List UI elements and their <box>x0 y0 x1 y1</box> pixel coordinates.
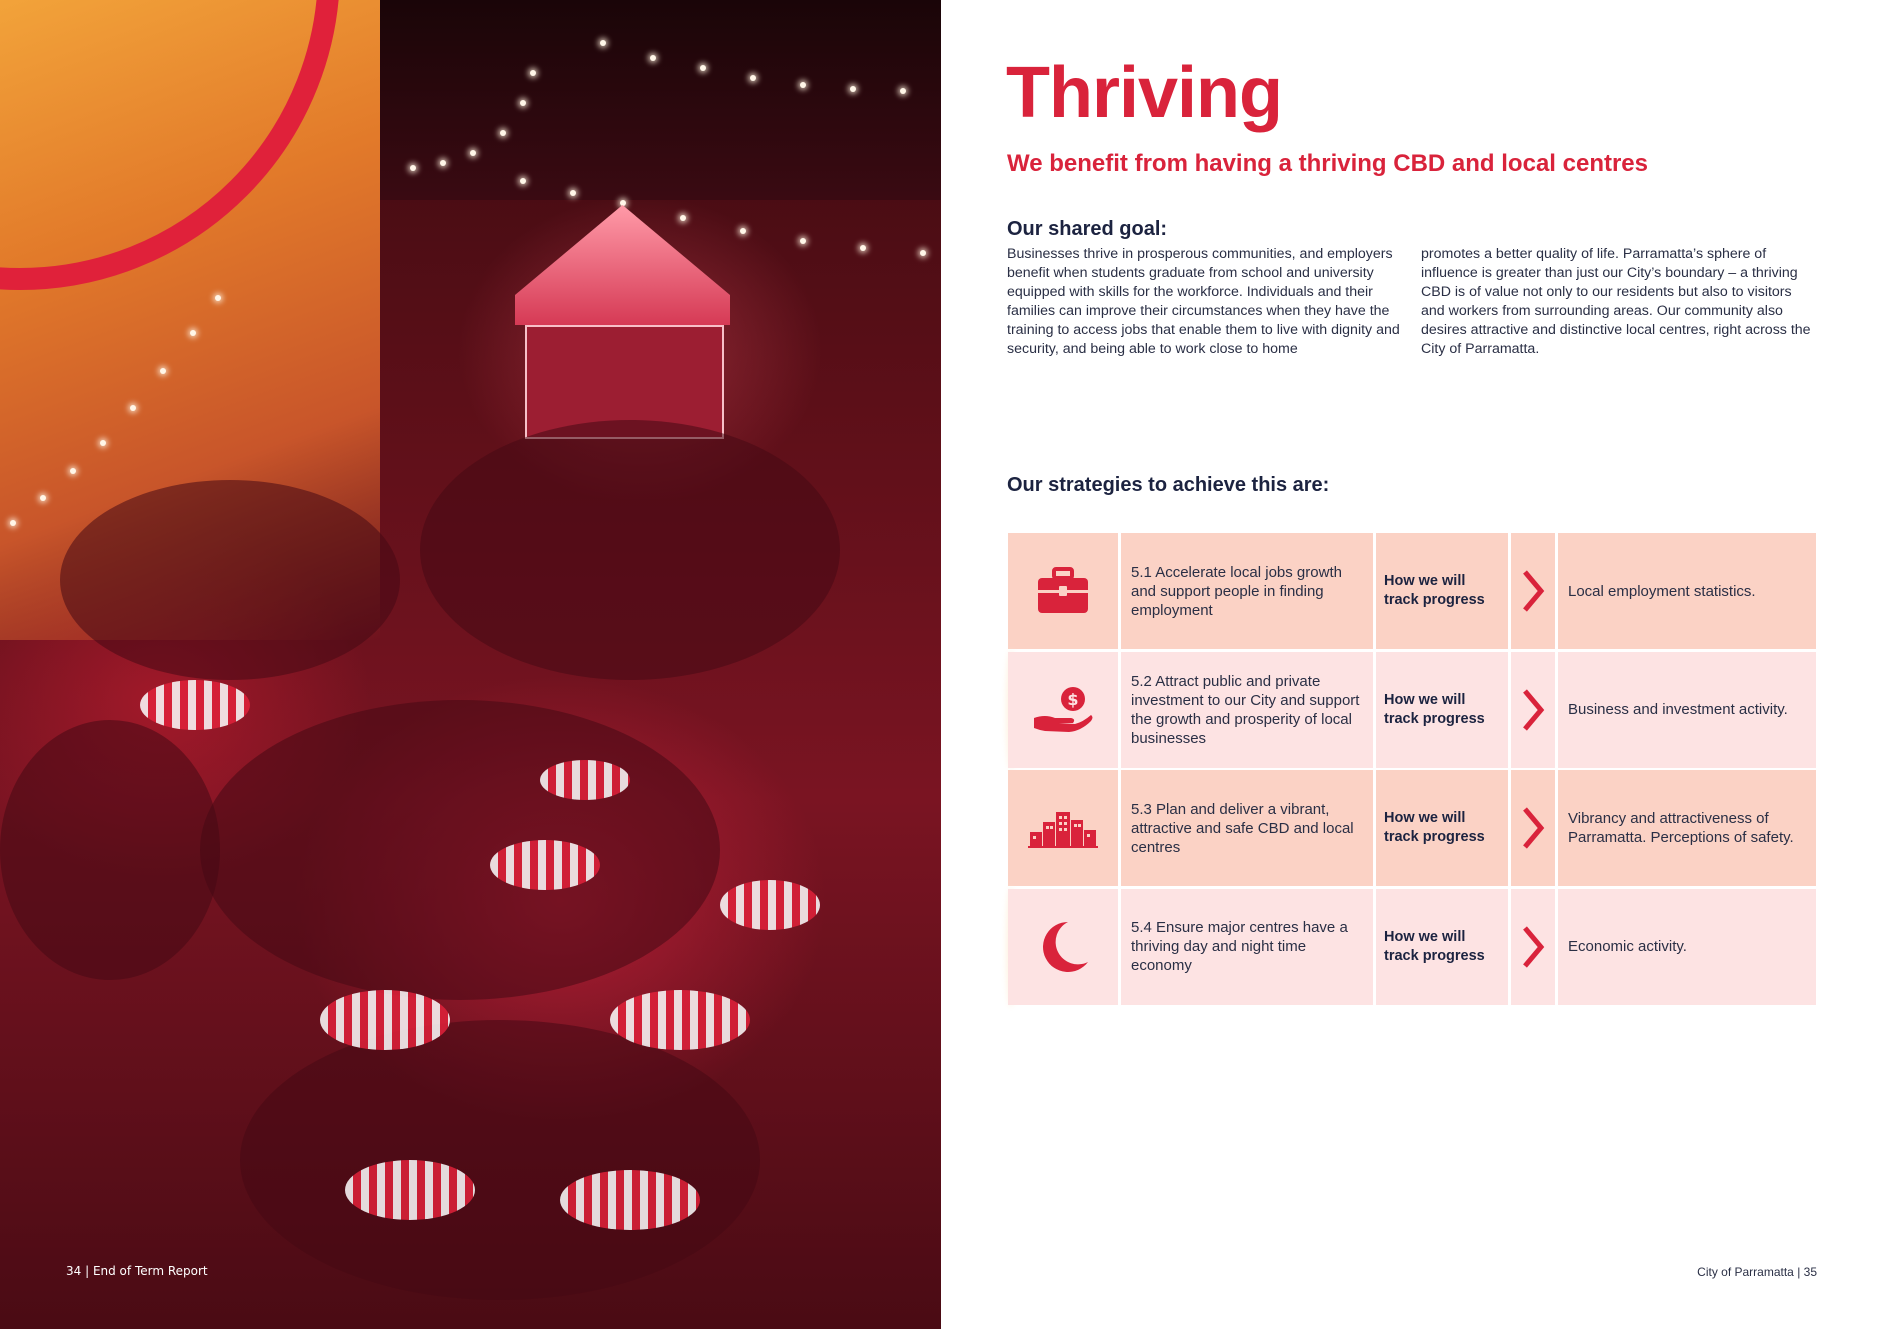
left-page-footer: 34 | End of Term Report <box>66 1264 208 1278</box>
track-progress-label: How we will track progress <box>1376 652 1508 768</box>
progress-measure: Local employment statistics. <box>1558 533 1816 649</box>
strategy-icon-cell <box>1008 770 1118 886</box>
photo-night-sky <box>380 0 941 200</box>
shared-goal-text-col1: Businesses thrive in prosperous communities, and employers benefit when students graduate from school and university equipped with skills for the workforce. Individuals and their families can improve their circumstances when they have the training to access jobs that enable them to live with dignity and security, and being able to work close to home <box>1007 246 1400 357</box>
chevron-right-icon <box>1520 688 1546 732</box>
strategy-row <box>1008 652 1788 768</box>
hand-dollar-icon <box>1031 684 1095 736</box>
strategy-table <box>1008 533 1816 1007</box>
shared-goal-text-col2: promotes a better quality of life. Parramatta’s sphere of influence is greater than just our City’s boundary – a thriving CBD is of value not only to our residents but also to visitors and workers from surrounding areas. Our community also desires attractive and distinctive local centres, right across the City of Parramatta. <box>1421 246 1811 357</box>
photo-market-tent <box>515 205 730 325</box>
city-buildings-icon <box>1028 808 1098 848</box>
track-progress-label: How we will track progress <box>1376 533 1508 649</box>
strategy-row <box>1008 889 1687 1005</box>
arrow-cell <box>1511 533 1555 649</box>
page-subtitle: We benefit from having a thriving CBD and local centres <box>1007 150 1649 177</box>
chevron-right-icon <box>1520 569 1546 613</box>
strategy-description: 5.3 Plan and deliver a vibrant, attractive and safe CBD and local centres <box>1121 770 1373 886</box>
shared-goal-heading: Our shared goal: <box>1007 218 1168 240</box>
progress-measure: Vibrancy and attractiveness of Parramatta. Perceptions of safety. <box>1558 770 1816 886</box>
arrow-cell <box>1511 770 1555 886</box>
strategy-icon-cell <box>1008 652 1118 768</box>
track-progress-label: How we will track progress <box>1376 770 1508 886</box>
progress-measure: Economic activity. <box>1558 889 1816 1005</box>
chevron-right-icon <box>1520 925 1546 969</box>
page-title: Thriving <box>1006 53 1282 133</box>
crescent-moon-icon <box>1034 918 1092 976</box>
svg-text:$: $ <box>1067 689 1079 709</box>
strategy-row <box>1008 770 1816 886</box>
arrow-cell <box>1511 889 1555 1005</box>
briefcase-icon <box>1035 566 1091 616</box>
strategy-icon-cell <box>1008 889 1118 1005</box>
track-progress-label: How we will track progress <box>1376 889 1508 1005</box>
strategy-description: 5.2 Attract public and private investment to our City and support the growth and prosperity of local businesses <box>1121 652 1373 768</box>
progress-measure: Business and investment activity. <box>1558 652 1816 768</box>
strategy-row <box>1008 533 1816 649</box>
arrow-cell <box>1511 652 1555 768</box>
strategy-description: 5.4 Ensure major centres have a thriving day and night time economy <box>1121 889 1373 1005</box>
strategies-heading: Our strategies to achieve this are: <box>1007 474 1330 496</box>
strategy-description: 5.1 Accelerate local jobs growth and support people in finding employment <box>1121 533 1373 649</box>
right-page <box>941 0 1879 1329</box>
chevron-right-icon <box>1520 806 1546 850</box>
strategy-icon-cell <box>1008 533 1118 649</box>
right-page-footer: City of Parramatta | 35 <box>1697 1265 1817 1279</box>
